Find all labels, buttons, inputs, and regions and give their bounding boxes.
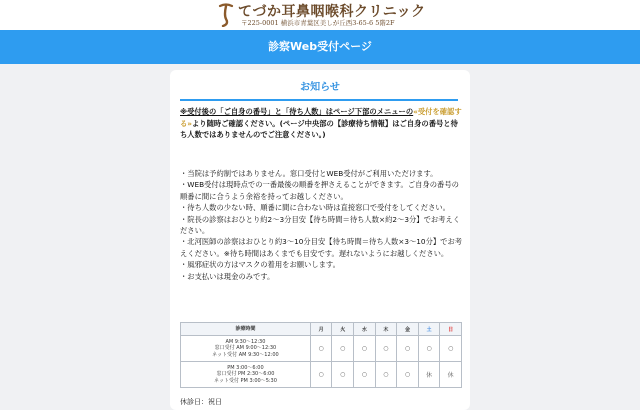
list-item: ・当院は予約制ではありません。窓口受付とWEB受付がご利用いただけます。	[180, 169, 438, 178]
hours-line: 窓口受付 PM 2:30〜6:00	[216, 371, 275, 378]
table-row	[181, 336, 462, 362]
page-title: 診察Web受付ページ	[268, 40, 372, 53]
notice-text-2: より随時ご確認ください。(ページ中央部の【診療待ち情報】はご自身の番号と待ち人数ではありませんのでご注意ください。)	[180, 118, 458, 139]
title-divider	[180, 99, 458, 101]
notice-important	[180, 106, 462, 141]
list-item: ・お支払いは現金のみです。	[180, 271, 275, 281]
availability-mark: ○	[397, 336, 419, 362]
notice-title: お知らせ	[300, 82, 340, 93]
day-header-sat: 土	[418, 323, 440, 336]
availability-mark: 休	[418, 362, 440, 388]
clinic-logo-icon	[217, 3, 235, 27]
day-header-thu: 木	[375, 323, 397, 336]
morning-hours	[181, 336, 311, 362]
list-item: ・風邪症状の方はマスクの着用をお願いします。	[180, 260, 340, 270]
availability-mark: ○	[418, 336, 440, 362]
availability-mark: ○	[397, 362, 419, 388]
closed-days-note: 休診日：祝日	[180, 398, 222, 406]
day-header-sun: 日	[440, 323, 462, 336]
list-item: ・待ち人数の少ない時、順番に間に合わない時は直接窓口で受付をしてください。	[180, 203, 450, 213]
confirm-reception-link[interactable]: «受付を確認する»	[180, 107, 462, 128]
availability-mark: ○	[332, 362, 354, 388]
day-header-wed: 水	[354, 323, 376, 336]
hours-line: ネット受付 PM 3:00〜5:30	[213, 377, 277, 384]
availability-mark: ○	[310, 362, 332, 388]
availability-mark: ○	[375, 336, 397, 362]
afternoon-hours	[181, 362, 311, 388]
availability-mark: ○	[354, 362, 376, 388]
site-header	[0, 0, 640, 30]
notice-bullet-list	[180, 168, 464, 282]
list-item: ・院長の診察はおひとり約2〜3分目安【待ち時間＝待ち人数×約2〜3分】でお考えください。	[180, 214, 461, 236]
availability-mark: 休	[440, 362, 462, 388]
table-row	[181, 362, 462, 388]
hours-line: ネット受付 AM 9:30〜12:00	[212, 351, 279, 358]
availability-mark: ○	[310, 336, 332, 362]
day-header-fri: 金	[397, 323, 419, 336]
notice-card	[170, 70, 470, 410]
availability-mark: ○	[354, 336, 376, 362]
clinic-name[interactable]: てづか耳鼻咽喉科クリニック	[238, 4, 426, 20]
hours-line: AM 9:30〜12:30	[225, 338, 266, 345]
hours-line: PM 3:00〜6:00	[227, 364, 264, 371]
schedule-table	[180, 322, 462, 388]
hours-line: 窓口受付 AM 9:00〜12:30	[214, 345, 277, 352]
hours-header: 診療時間	[181, 323, 311, 336]
notice-text-1: ※受付後の「ご自身の番号」と「待ち人数」はページ下部のメニューの	[180, 107, 414, 116]
page-banner	[0, 30, 640, 64]
availability-mark: ○	[375, 362, 397, 388]
availability-mark: ○	[332, 336, 354, 362]
list-item: ・WEB受付は現時点での一番最後の順番を押さえることができます。ご自身の番号の順番に間に合うよう余裕を持ってお越しください。	[180, 180, 459, 201]
clinic-address: 〒225-0001 横浜市青葉区美しが丘西3-65-6 5階2F	[241, 19, 395, 27]
table-header-row	[181, 323, 462, 336]
availability-mark: ○	[440, 336, 462, 362]
day-header-mon: 月	[310, 323, 332, 336]
day-header-tue: 火	[332, 323, 354, 336]
list-item: ・北河医師の診察はおひとり約3〜10分目安【待ち時間＝待ち人数×3〜10分】でお考えください。※待ち時間はあくまでも目安です。遅れないようにお越しください。	[180, 237, 463, 258]
